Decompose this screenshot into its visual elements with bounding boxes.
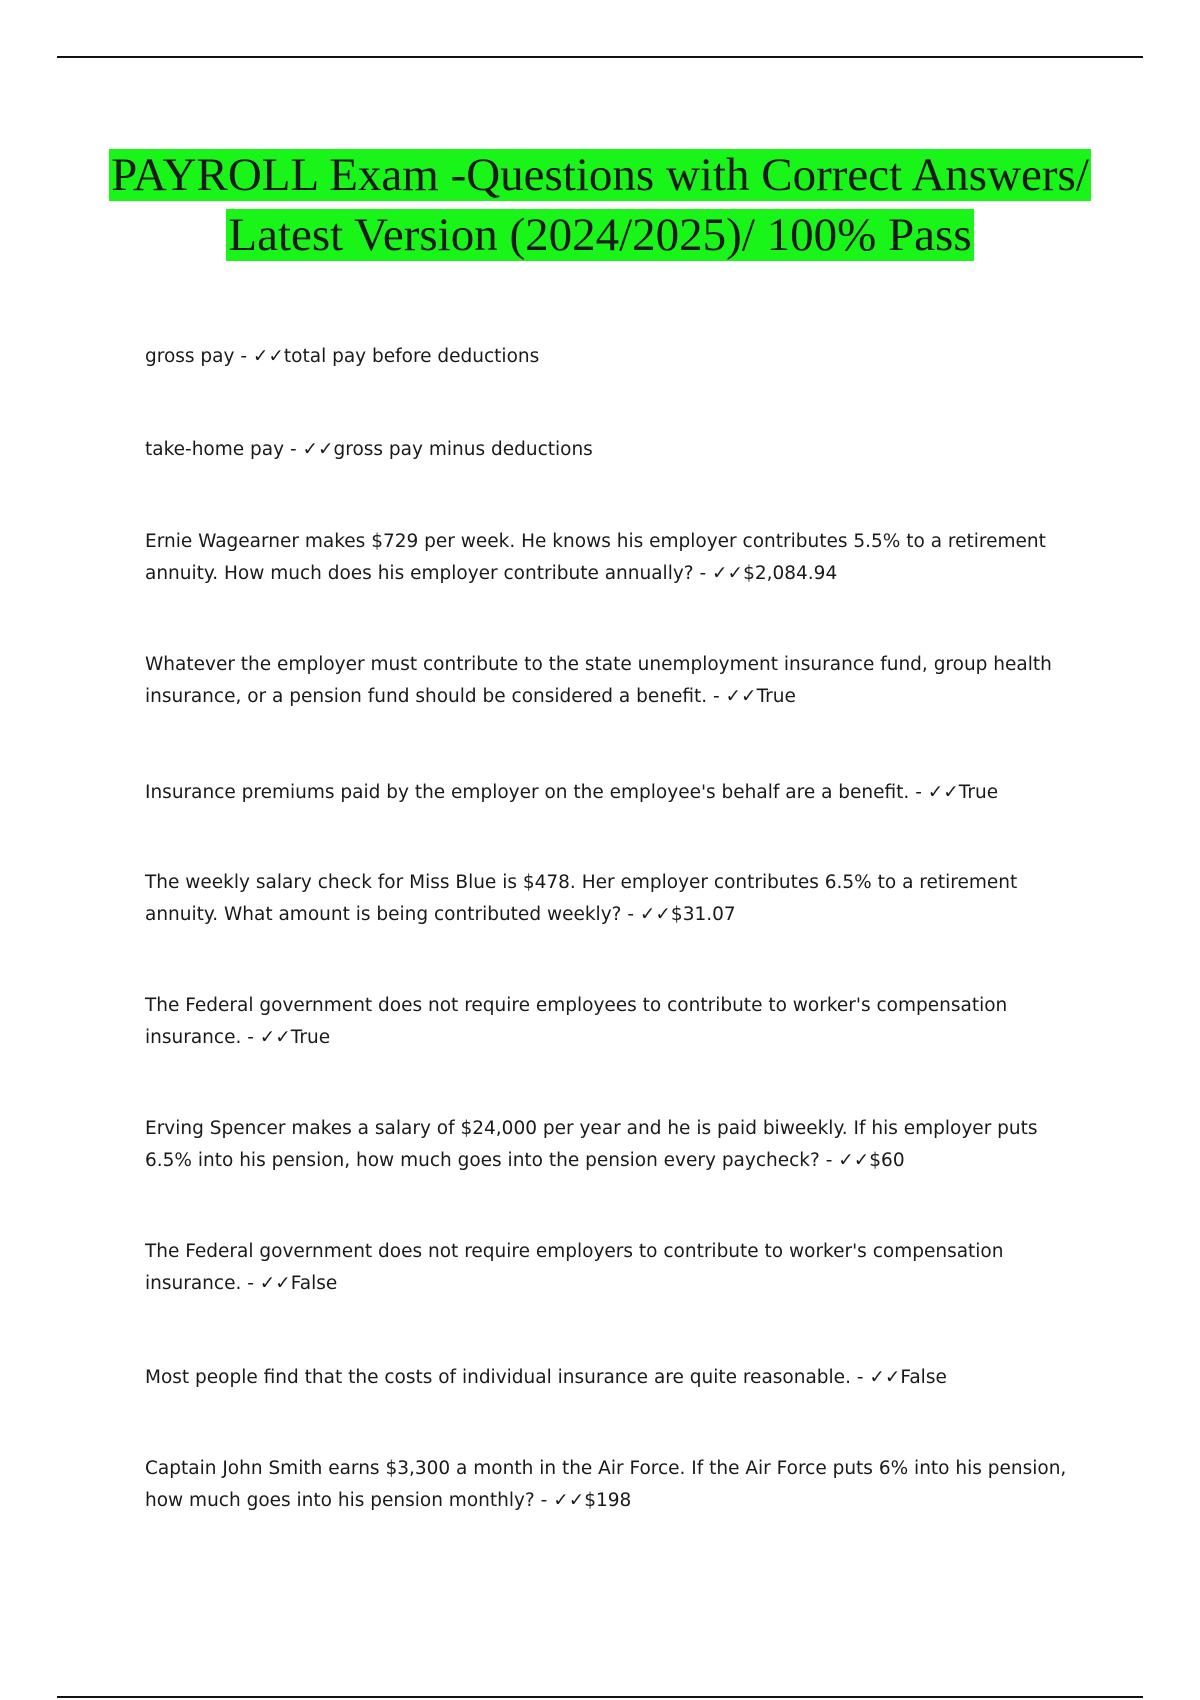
check-icon: ✓✓: [252, 346, 284, 367]
separator: -: [621, 904, 640, 925]
top-rule: [57, 56, 1143, 58]
separator: -: [850, 1367, 870, 1388]
separator: -: [534, 1490, 554, 1511]
question-text: The Federal government does not require employers to contribute to worker's compensation insurance.: [145, 1241, 1004, 1294]
answer-text: $2,084.94: [743, 563, 838, 584]
bottom-rule: [57, 1696, 1143, 1698]
answer-text: gross pay minus deductions: [333, 439, 593, 460]
qa-item: [145, 341, 1075, 373]
separator: -: [234, 346, 253, 367]
answer-text: True: [290, 1027, 331, 1048]
qa-item: [145, 1113, 1075, 1177]
separator: -: [707, 686, 726, 707]
question-text: Most people find that the costs of individual insurance are quite reasonable.: [145, 1367, 851, 1388]
question-text: The weekly salary check for Miss Blue is $478. Her employer contributes 6.5% to a retirement annuity. What amount is being contributed weekly?: [145, 872, 1018, 925]
answer-text: $198: [584, 1490, 632, 1511]
answer-text: True: [958, 782, 999, 803]
check-icon: ✓✓: [259, 1273, 291, 1294]
separator: -: [284, 439, 303, 460]
question-text: The Federal government does not require employees to contribute to worker's compensation insurance.: [145, 995, 1008, 1048]
answer-text: True: [756, 686, 796, 707]
question-text: gross pay: [145, 346, 235, 367]
question-text: Erving Spencer makes a salary of $24,000 per year and he is paid biweekly. If his employer puts 6.5% into his pension, how much goes into the pension every paycheck?: [145, 1118, 1038, 1171]
check-icon: ✓✓: [712, 563, 744, 584]
qa-item: [145, 1362, 1075, 1394]
question-text: Ernie Wagearner makes $729 per week. He knows his employer contributes 5.5% to a retirement annuity. How much does his employer contribute annually?: [145, 531, 1046, 584]
check-icon: ✓✓: [639, 904, 671, 925]
answer-text: total pay before deductions: [283, 346, 540, 367]
answer-text: False: [900, 1367, 947, 1388]
separator: -: [819, 1150, 839, 1171]
qa-item: [145, 867, 1075, 931]
qa-item: [145, 434, 1075, 466]
qa-item: [145, 526, 1075, 590]
qa-item: [145, 649, 1075, 713]
qa-item: [145, 777, 1075, 809]
check-icon: ✓✓: [553, 1490, 585, 1511]
document-title-text: PAYROLL Exam -Questions with Correct Answers/ Latest Version (2024/2025)/ 100% Pass: [111, 149, 1089, 261]
question-text: take-home pay: [145, 439, 285, 460]
check-icon: ✓✓: [725, 686, 757, 707]
check-icon: ✓✓: [259, 1027, 291, 1048]
check-icon: ✓✓: [927, 782, 959, 803]
document-title: [100, 145, 1100, 265]
answer-text: $60: [869, 1150, 905, 1171]
qa-item: [145, 1236, 1075, 1300]
check-icon: ✓✓: [302, 439, 334, 460]
separator: -: [241, 1273, 260, 1294]
check-icon: ✓✓: [838, 1150, 870, 1171]
answer-text: $31.07: [670, 904, 736, 925]
qa-item: [145, 1453, 1075, 1517]
separator: -: [909, 782, 928, 803]
separator: -: [241, 1027, 260, 1048]
question-text: Whatever the employer must contribute to the state unemployment insurance fund, group health insurance, or a pension fund should be considered a benefit.: [145, 654, 1052, 707]
answer-text: False: [290, 1273, 338, 1294]
qa-item: [145, 990, 1075, 1054]
check-icon: ✓✓: [869, 1367, 901, 1388]
question-text: Captain John Smith earns $3,300 a month in the Air Force. If the Air Force puts 6% into his pension, how much goes into his pension monthly?: [145, 1458, 1067, 1511]
question-text: Insurance premiums paid by the employer on the employee's behalf are a benefit.: [145, 782, 910, 803]
separator: -: [693, 563, 713, 584]
